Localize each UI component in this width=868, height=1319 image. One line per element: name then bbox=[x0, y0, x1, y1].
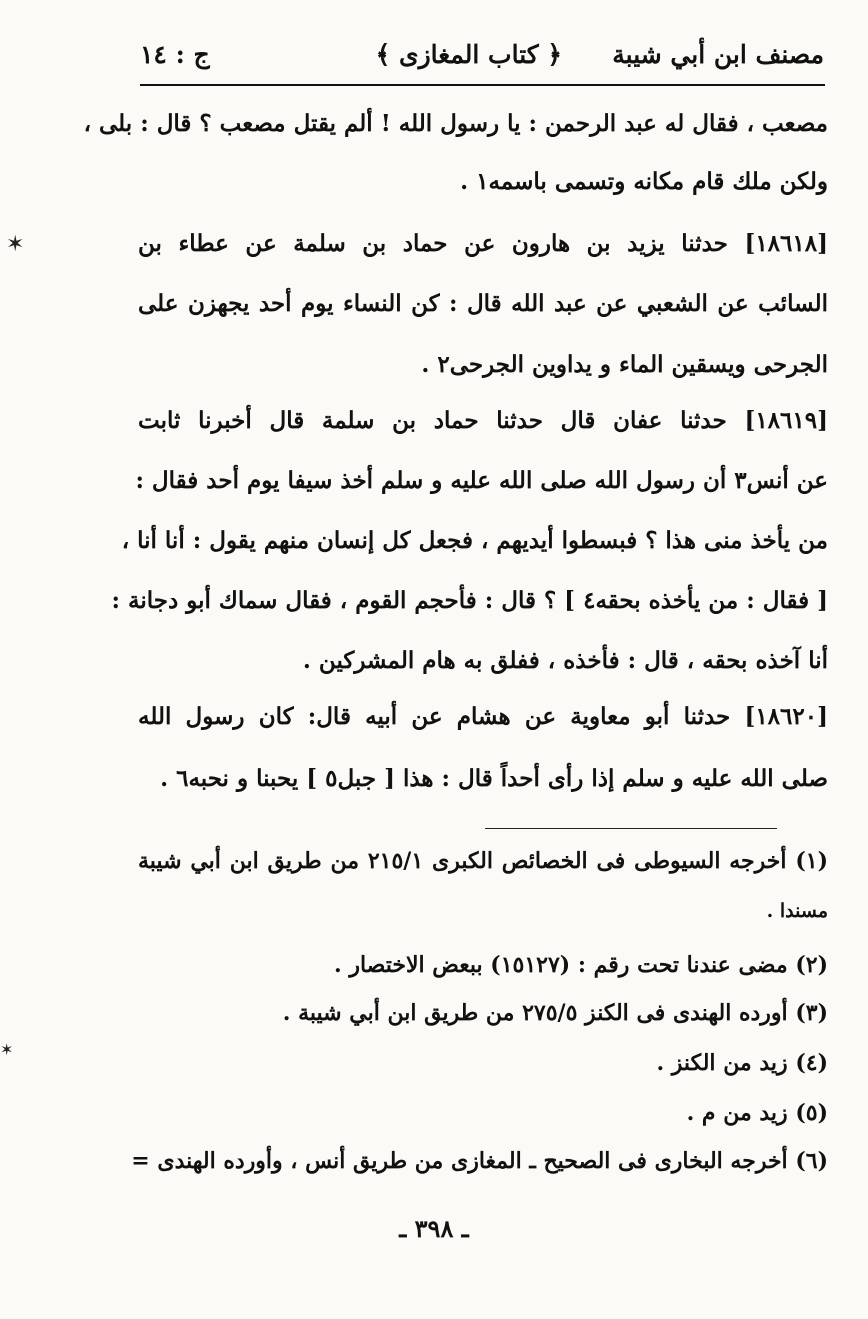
text-line: أنا آخذه بحقه ، قال : فأخذه ، ففلق به هام المشركين . bbox=[302, 647, 828, 674]
footnote-1-cont: مسندا . bbox=[766, 900, 828, 922]
book-title: مصنف ابن أبي شيبة bbox=[612, 40, 824, 69]
text-line: [ فقال : من يأخذه بحقه٤ ] ؟ قال : فأحجم القوم ، فقال سماك أبو دجانة : bbox=[111, 587, 828, 614]
text-line: [١٨٦١٨] حدثنا يزيد بن هارون عن حماد بن سلمة عن عطاء بن bbox=[138, 230, 828, 257]
chapter-title: ﴿ كتاب المغازى ﴾ bbox=[375, 40, 562, 69]
footnote-5: (٥) زيد من م . bbox=[686, 1100, 828, 1126]
page-number: ـ ٣٩٨ ـ bbox=[399, 1214, 469, 1243]
running-header bbox=[140, 34, 824, 84]
margin-star-icon: ✶ bbox=[0, 1040, 14, 1059]
volume-number: ج : ١٤ bbox=[140, 40, 210, 69]
text-line: [١٨٦٢٠] حدثنا أبو معاوية عن هشام عن أبيه قال: كان رسول الله bbox=[138, 703, 828, 730]
text-line: ولكن ملك قام مكانه وتسمى باسمه١ . bbox=[460, 168, 828, 195]
hadith-18620 bbox=[138, 703, 828, 813]
footnote-2: (٢) مضى عندنا تحت رقم : (١٥١٢٧) ببعض الاختصار . bbox=[334, 952, 828, 978]
hadith-18619 bbox=[111, 407, 828, 697]
paragraph-continuation bbox=[83, 110, 828, 220]
text-line: [١٨٦١٩] حدثنا عفان قال حدثنا حماد بن سلمة قال أخبرنا ثابت bbox=[138, 407, 828, 434]
margin-star-icon: ✶ bbox=[6, 232, 25, 257]
footnote-rule bbox=[485, 828, 777, 829]
text-line: من يأخذ منى هذا ؟ فبسطوا أيديهم ، فجعل كل إنسان منهم يقول : أنا أنا ، bbox=[121, 527, 828, 554]
text-line: السائب عن الشعبي عن عبد الله قال : كن النساء يوم أحد يجهزن على bbox=[138, 290, 828, 317]
text-line: صلى الله عليه و سلم إذا رأى أحداً قال : هذا [ جبل٥ ] يحبنا و نحبه٦ . bbox=[160, 765, 828, 792]
footnote-6: (٦) أخرجه البخارى فى الصحيح ـ المغازى من طريق أنس ، وأورده الهندى = bbox=[131, 1148, 828, 1174]
footnote-1: (١) أخرجه السيوطى فى الخصائص الكبرى ٢١٥/١ من طريق ابن أبي شيبة bbox=[138, 848, 828, 874]
footnote-4: (٤) زيد من الكنز . bbox=[656, 1050, 828, 1076]
header-rule bbox=[140, 84, 825, 86]
footnotes bbox=[131, 848, 828, 1188]
text-line: الجرحى ويسقين الماء و يداوين الجرحى٢ . bbox=[421, 351, 828, 378]
hadith-18618 bbox=[138, 230, 828, 400]
text-line: عن أنس٣ أن رسول الله صلى الله عليه و سلم أخذ سيفا يوم أحد فقال : bbox=[135, 467, 828, 494]
text-line: مصعب ، فقال له عبد الرحمن : يا رسول الله ! ألم يقتل مصعب ؟ قال : بلى ، bbox=[83, 110, 828, 137]
footnote-3: (٣) أورده الهندى فى الكنز ٢٧٥/٥ من طريق ابن أبي شيبة . bbox=[282, 1000, 828, 1026]
